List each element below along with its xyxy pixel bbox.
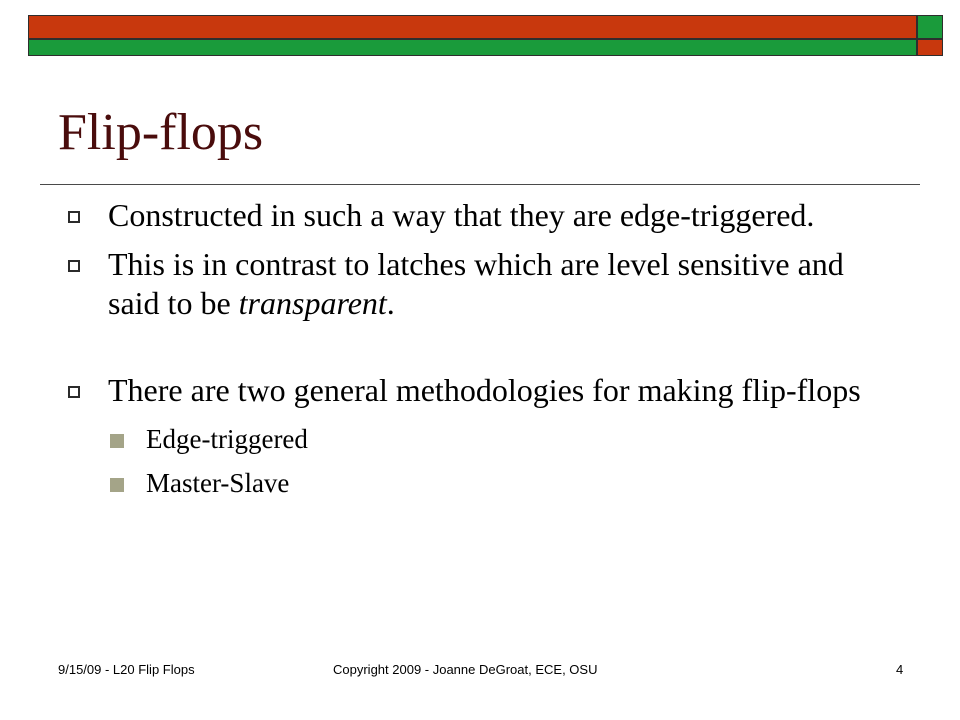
header-corner-green <box>917 15 943 39</box>
subbullet-item <box>110 466 898 500</box>
hollow-square-bullet-icon <box>68 211 80 223</box>
bullet-item <box>68 371 898 410</box>
footer-copyright: Copyright 2009 - Joanne DeGroat, ECE, OSU <box>333 662 598 677</box>
slide-title: Flip-flops <box>58 104 264 161</box>
bullet-item <box>68 196 898 235</box>
hollow-square-bullet-icon <box>68 386 80 398</box>
bullet-text: Constructed in such a way that they are edge-triggered. <box>108 197 815 233</box>
bullet-text: This is in contrast to latches which are level sensitive and said to be <box>108 246 844 321</box>
filled-square-bullet-icon <box>110 478 124 492</box>
bullet-text-end: . <box>386 285 395 321</box>
header-bar-red <box>28 15 917 39</box>
bullet-emphasis: transparent <box>238 285 387 321</box>
footer-date-title: 9/15/09 - L20 Flip Flops <box>58 662 195 677</box>
bullet-item <box>68 245 898 323</box>
subbullet-text: Edge-triggered <box>146 424 308 454</box>
subbullet-list <box>68 422 898 500</box>
bullet-text: There are two general methodologies for making flip-flops <box>108 372 861 408</box>
subbullet-item <box>110 422 898 456</box>
subbullet-text: Master-Slave <box>146 468 290 498</box>
footer-page-number: 4 <box>896 662 904 677</box>
header-corner-red <box>917 39 943 56</box>
bullet-list <box>68 196 898 510</box>
header-bar-green <box>28 39 917 56</box>
hollow-square-bullet-icon <box>68 260 80 272</box>
filled-square-bullet-icon <box>110 434 124 448</box>
title-divider <box>40 184 920 185</box>
